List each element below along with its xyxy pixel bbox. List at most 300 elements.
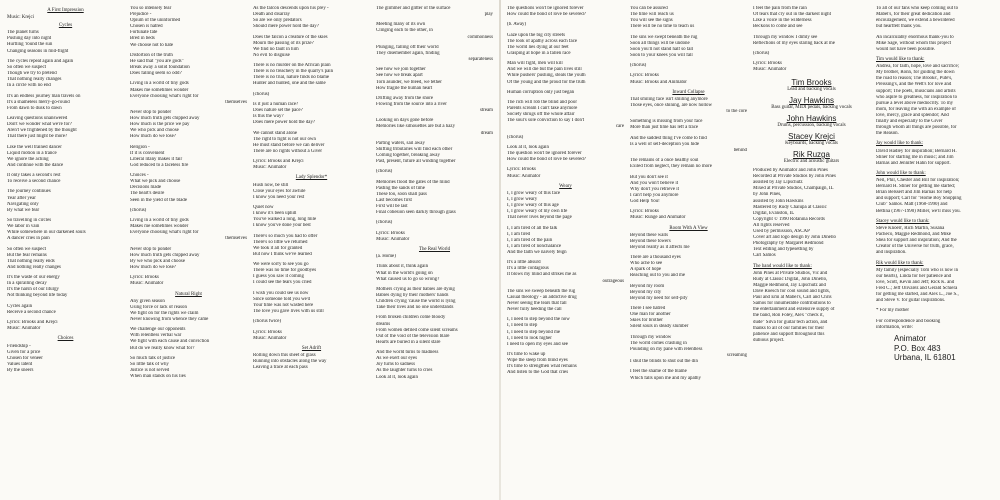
- text-line: dude" Silva for guitar tech action, and: [753, 319, 828, 325]
- text-line: Soon all things will be undone: [630, 40, 690, 46]
- text-line: Barnas and Jennifer Hahn for support.: [876, 160, 951, 166]
- text-line: And nothing really changes: [7, 264, 61, 270]
- text-line: but heartfelt thank you.: [876, 24, 922, 30]
- text-line: We ignore the aching: [7, 156, 49, 162]
- text-stanza: [376, 118, 493, 136]
- text-stanza: [7, 304, 124, 316]
- text-line: The soul's sole conviction to say I don't: [507, 118, 585, 124]
- text-line: Lyrics: Brooks and Krejci: [7, 320, 58, 326]
- text-line: It's time to wake up: [507, 352, 546, 358]
- text-line: How much truth gets chipped away: [130, 252, 200, 258]
- text-stanza: [630, 35, 747, 59]
- text-line: The look of apathy across each face: [507, 38, 578, 44]
- text-line: Parents scream I can't take anymore: [507, 106, 578, 112]
- text-line: My brother, Ronn, for guiding the down: [876, 70, 955, 76]
- text-line: From women defiled come silent screams: [376, 327, 458, 333]
- text-line: by John Pines,: [753, 192, 782, 198]
- text-stanza: [7, 344, 124, 374]
- text-line: Take their lives and no one understands: [376, 305, 454, 311]
- text-line: See how we join together: [376, 67, 426, 73]
- text-line: Final cohesion seen darkly through glass: [376, 210, 456, 216]
- text-stanza: [130, 173, 247, 203]
- text-stanza: [7, 145, 124, 169]
- text-line: Photography by Margaret Redmond: [753, 241, 824, 247]
- text-line: How could the bond of love be severed?: [507, 12, 586, 18]
- text-stanza: [7, 173, 124, 185]
- text-line: We fight on for the rights we claim: [130, 310, 199, 316]
- text-stanza: [130, 145, 247, 169]
- text-line: I shut the blinds to shut out the din: [630, 359, 698, 365]
- music-credit: Music: Krejci: [7, 15, 35, 21]
- text-column-2: [127, 6, 250, 500]
- text-line: No evil to disguise: [253, 52, 290, 58]
- text-line: If it is convenient: [130, 150, 165, 156]
- text-line: Music: Runge and Animator: [630, 215, 686, 221]
- text-stanza: [253, 183, 370, 201]
- text-line: You can be assured: [630, 6, 668, 11]
- text-line: Aren't we frightened by the thought: [7, 128, 77, 134]
- text-line: Liquid motion in a trance: [7, 150, 57, 156]
- text-stanza: [130, 299, 247, 323]
- text-line: Justice is not served: [130, 368, 170, 374]
- text-line: It only takes a second's rest: [7, 173, 61, 179]
- text-stanza: [507, 135, 624, 141]
- text-line: I wish you could see us now: [253, 290, 309, 296]
- text-line: would not have been possible.: [876, 46, 936, 52]
- text-line: I, I need to step beyond me: [507, 329, 561, 335]
- band-member-name: Rik Ruzga: [793, 149, 830, 159]
- text-line: For correspondence and booking: [876, 318, 941, 324]
- text-line: Opium of the uninformed: [130, 18, 181, 24]
- text-line: Recorded at Private Studios by John Pines: [753, 174, 836, 180]
- text-line: It's a little absurd: [507, 260, 541, 266]
- text-line: Reaching out to you and me: [630, 273, 686, 279]
- text-column-6: [627, 6, 750, 500]
- text-line: Beckons to come and see: [753, 24, 803, 30]
- text-stanza: [376, 22, 493, 40]
- text-line: Hunter and hunted, one and the same: [253, 81, 326, 87]
- text-line: Pushing day into night: [7, 36, 52, 42]
- text-line: How fragile the human heart: [376, 85, 433, 91]
- thanks-heading: Stacey would like to thank:: [876, 218, 930, 224]
- text-line: I know you've done your best: [253, 223, 311, 229]
- text-line: behind: [733, 147, 747, 153]
- text-line: A spark of hope: [630, 267, 662, 273]
- text-line: Through my window: [630, 334, 672, 340]
- text-line: Who ache to see: [630, 261, 663, 267]
- song-title: Room With A View: [669, 225, 708, 231]
- text-line: So are we only predators: [253, 18, 302, 24]
- text-line: Liberal litany makes it fair: [130, 156, 183, 162]
- text-line: Rudy at Classic Digital, John Dinello,: [753, 276, 828, 282]
- text-line: Human corruption only just began: [507, 89, 575, 95]
- text-stanza: [876, 35, 993, 53]
- text-line: With relentless verbal war: [130, 333, 182, 339]
- text-line: Distortion of the truth: [130, 52, 173, 58]
- text-line: who aspire to greatness, for inspiration to: [876, 94, 958, 100]
- thanks-heading: Rik would like to thank:: [876, 260, 924, 266]
- text-line: Think about it, think again: [376, 264, 429, 270]
- text-line: Mourn the passing of its prize?: [253, 40, 314, 46]
- band-member-role: Electric and acoustic guitars: [783, 158, 840, 164]
- text-line: the band, Ron Foley, Alex "check it,: [753, 313, 824, 319]
- text-line: Text editing and typesetting by: [753, 247, 814, 253]
- text-stanza: [876, 319, 993, 331]
- text-line: love, Scott, Kevin and Jeff; Rick K. and: [876, 279, 955, 285]
- text-line: From broken children come bloody: [376, 315, 446, 321]
- text-line: What in the world's going on: [376, 270, 433, 276]
- thanks-heading: The band would like to thank:: [753, 263, 812, 269]
- text-line: Memories like silhouettes are but a hazy: [376, 124, 456, 130]
- text-line: Steve Knoerr, Rich Martin, Susana: [876, 225, 945, 231]
- text-line: Of the young and the proud for the truth: [507, 79, 586, 85]
- text-line: As the laughter turns to cries: [376, 368, 433, 374]
- text-line: There are no rights without a Giver: [253, 148, 322, 154]
- text-line: Lyrics: Brooks: [753, 61, 782, 67]
- text-stanza: [876, 268, 993, 305]
- text-stanza: [630, 158, 747, 170]
- text-line: (chorus): [507, 134, 524, 140]
- text-line: Skies for brother: [630, 318, 663, 324]
- text-line: and inspiration.: [876, 250, 907, 256]
- text-line: (chorus twice): [253, 319, 282, 325]
- right-panel: [500, 0, 1000, 500]
- text-line: There was no time for goodbyes: [253, 268, 317, 274]
- text-line: Close your eyes for awhile: [253, 188, 306, 194]
- text-line: Beyond these towers: [630, 238, 671, 244]
- text-line: They disemember again, finding: [376, 50, 440, 56]
- thanks-heading: Tim would like to thank:: [876, 57, 925, 63]
- text-stanza: [376, 264, 493, 282]
- text-line: John Pines at Private Studios, Vic and: [753, 270, 828, 276]
- text-line: We who pick and choose: [130, 128, 179, 134]
- text-line: (chorus): [630, 63, 647, 69]
- text-line: How much do we lose?: [130, 134, 176, 140]
- text-line: All rights reserved: [753, 222, 790, 228]
- text-stanza: [253, 92, 370, 98]
- text-line: I can't help you anymore: [630, 192, 679, 198]
- text-stanza: [376, 67, 493, 91]
- text-line: dreams: [376, 321, 391, 327]
- text-line: Produced by Animator and John Pines: [753, 168, 828, 174]
- text-line: While somewhere in our darkened souls: [7, 230, 86, 236]
- text-line: (a. Home): [376, 254, 396, 260]
- text-stanza: [253, 131, 370, 155]
- text-line: care: [615, 124, 624, 130]
- text-line: Beyond reality as it affects me: [630, 244, 690, 250]
- text-line: To all of our fans who keep coming out to: [876, 6, 959, 11]
- text-line: finally and especially to the Giver: [876, 118, 943, 124]
- text-stanza: [253, 102, 370, 126]
- text-line: Is it just a human race?: [253, 101, 299, 107]
- text-line: I, I am tired of all the talk: [507, 225, 558, 231]
- text-line: Mabel's, for their great dedication and: [876, 12, 951, 18]
- text-line: Seen in the yield of the blade: [130, 197, 188, 203]
- text-line: The questions won't be ignored forever: [507, 6, 584, 11]
- text-stanza: [130, 81, 247, 105]
- song-title: Inward Collapse: [672, 89, 705, 95]
- text-line: Lyrics: Brooks: [376, 230, 405, 236]
- text-line: Lyrics: Brooks: [630, 209, 659, 215]
- text-stanza: [376, 169, 493, 175]
- text-line: Never stop to ponder: [130, 246, 172, 252]
- text-line: By what we fear: [7, 207, 40, 213]
- text-line: There will be no time to teach us: [630, 24, 695, 30]
- text-stanza: [7, 116, 124, 140]
- text-line: Why don't you retrieve it: [630, 186, 679, 192]
- text-line: We choose not to hate: [130, 42, 174, 48]
- text-line: Makes me sometimes wonder: [130, 224, 189, 230]
- text-stanza: [507, 260, 624, 284]
- text-line: Bettina (1967-1990) Miller, we'll miss you.: [876, 208, 961, 214]
- text-stanza: [507, 191, 624, 221]
- text-line: Torn asunder, we bleed, we tether: [376, 79, 442, 85]
- text-line: My family (especially Tom who is now in: [876, 267, 959, 273]
- band-member-role: Bass guitar, MIDI pedals, backing vocals: [771, 104, 852, 110]
- text-stanza: [7, 59, 124, 89]
- text-line: There's so little we returned: [253, 239, 308, 245]
- text-line: What we pick and choose: [130, 179, 181, 185]
- text-line: Changing seasons in mid-flight: [7, 48, 69, 54]
- text-stanza: [630, 136, 747, 154]
- text-stanza: [630, 63, 747, 69]
- text-line: our hearts), Linda for her patience and: [876, 273, 952, 279]
- text-line: Of tears that cry out in the darkest night: [753, 12, 831, 18]
- text-stanza: [630, 119, 747, 131]
- text-line: That nothing really changes: [7, 77, 62, 83]
- text-line: Music: Animator: [376, 236, 410, 242]
- text-line: It's a shameless merry-go-round: [7, 99, 70, 105]
- text-line: Shifting tributaries will find each other: [376, 146, 453, 152]
- text-line: As the falcon descends upon his prey -: [253, 6, 329, 11]
- text-line: A dancer cries in pain: [7, 236, 50, 242]
- text-line: God reduced to a faceless fire: [130, 162, 189, 168]
- text-line: the road to reason; The Brooks', Pute's,: [876, 76, 953, 82]
- text-line: But the fear remains: [7, 252, 47, 258]
- text-line: How much is the price we pay: [130, 122, 190, 128]
- text-line: Using force or lack of reason: [130, 304, 187, 310]
- text-line: Choices -: [130, 173, 149, 179]
- text-line: Preissing's, and the Wett's for love and: [876, 82, 952, 88]
- text-stanza: [630, 369, 747, 381]
- text-line: But do we really know what for?: [130, 345, 195, 351]
- text-line: Never stop to ponder: [130, 109, 172, 115]
- text-line: Makes me sometimes wonder: [130, 87, 189, 93]
- text-stanza: [376, 350, 493, 380]
- text-stanza: [876, 6, 993, 30]
- text-stanza: [130, 356, 247, 380]
- text-line: We cannot stand alone: [253, 130, 298, 136]
- text-line: Last becomes first: [376, 197, 412, 203]
- text-line: We took it all for granted: [253, 245, 303, 251]
- text-line: I, I grow weary of my own life: [507, 209, 568, 215]
- text-line: and support; Carl for "Home Boy Shopping: [876, 196, 962, 202]
- band-member-name: Stacey Krejci: [788, 131, 835, 141]
- text-line: Beyond my city: [630, 289, 662, 295]
- text-stanza: [7, 275, 124, 299]
- text-line: To receive a second chance: [7, 179, 61, 185]
- text-line: Exiled from neglect, they remain no more: [630, 164, 712, 170]
- text-line: the entertainment and extensive supply of: [753, 307, 835, 313]
- text-line: Andrea, for faith, hope, love and sacrifice;: [876, 64, 959, 70]
- text-stanza: [507, 289, 624, 313]
- text-line: He must stand before we can deliver: [253, 142, 325, 148]
- text-line: Never fully heeding the call: [507, 307, 562, 313]
- text-stanza: [630, 73, 747, 85]
- text-line: How much do we lose?: [130, 264, 176, 270]
- text-stanza: [253, 319, 370, 325]
- text-line: Beyond these walls: [630, 232, 669, 238]
- text-line: Mixed at Private Studios, Champaign, IL: [753, 186, 834, 192]
- text-line: Prejudice -: [130, 12, 152, 18]
- text-line: Club" Samos. Matt (1968-1990) and: [876, 202, 948, 208]
- text-line: Chosen is hatred: [130, 24, 163, 30]
- song-title: Natural Right: [175, 291, 202, 297]
- text-line: Not thinking beyond life today: [7, 293, 68, 299]
- text-line: Children crying 'cause the world is lying: [376, 299, 456, 305]
- text-line: support; The poets, musicians and artists: [876, 88, 956, 94]
- text-line: Pasting the sands of time: [376, 185, 425, 191]
- text-line: Don't we wonder what we're for?: [7, 122, 72, 128]
- text-stanza: [130, 275, 247, 287]
- text-line: Lyrics: Brooks: [130, 275, 159, 281]
- band-member-role: Keyboards, backing vocals: [785, 140, 838, 146]
- text-line: pursue a level above mediocrity. To my: [876, 100, 954, 106]
- text-line: I, I am tired of the pain: [507, 237, 553, 243]
- address-line: P.O. Box 483: [894, 343, 941, 353]
- text-line: Stiner for starting me in music; and Jim: [876, 154, 954, 160]
- text-stanza: [376, 6, 493, 18]
- text-line: Something is missing from your face: [630, 119, 703, 125]
- text-line: I know you need your rest: [253, 194, 305, 200]
- text-column-1: [4, 6, 127, 500]
- text-line: From dawn to dusk to dawn: [7, 105, 62, 111]
- text-line: You've walked a long, long mile: [253, 217, 317, 223]
- text-line: Though we try to pretend: [7, 71, 57, 77]
- text-line: What caused us to go so wrong?: [376, 276, 440, 282]
- text-line: I, I need to step beyond the now: [507, 317, 570, 323]
- text-line: Is a well of self-deception you hide: [630, 141, 699, 147]
- text-line: Creator of the Universe for truth, grace,: [876, 244, 954, 250]
- text-line: Hush now, be still: [253, 182, 289, 188]
- text-line: Samos for innumerable contributions to: [753, 301, 831, 307]
- text-line: Since someone told you we'd: [253, 296, 311, 302]
- text-line: The heart's desire: [130, 191, 165, 197]
- text-line: I feel the pain from the rain: [753, 6, 807, 11]
- text-line: to the core: [726, 109, 747, 115]
- text-stanza: [630, 306, 747, 330]
- text-line: dream: [480, 130, 493, 136]
- text-line: The right to fight is not our own: [253, 136, 316, 142]
- text-line: Death and disarray: [253, 12, 290, 18]
- text-line: Out of the void of the television blare: [376, 333, 450, 339]
- text-line: We find no fault in him: [253, 46, 299, 52]
- text-line: The planet turns: [7, 30, 39, 36]
- text-column-4: [373, 6, 496, 500]
- text-line: * For my mother: [876, 308, 910, 314]
- text-line: Plunging, falling off their world: [376, 44, 439, 50]
- text-stanza: [253, 353, 370, 371]
- text-line: Man will fight, men will kill: [507, 61, 563, 67]
- text-line: Music: Animator: [253, 335, 287, 341]
- text-line: Does nature set the pace?: [253, 108, 303, 114]
- text-line: Memories flood the gates of the mind: [376, 179, 450, 185]
- text-line: Everyone choosing what's right for: [130, 230, 199, 236]
- song-title: Lady Splendor*: [295, 175, 328, 181]
- text-line: Is this the way?: [253, 114, 284, 120]
- text-line: Mothers crying as their babies are dying: [376, 286, 455, 292]
- address-line: Urbana, IL 61801: [894, 353, 956, 363]
- text-line: Joy turns to sadness: [376, 362, 415, 368]
- text-line: Receive a second chance: [7, 309, 56, 315]
- text-stanza: [7, 189, 124, 213]
- text-line: Pounding on my pane with relentless: [630, 346, 703, 352]
- text-line: I, I need to look higher: [507, 335, 552, 341]
- text-line: Pacheco, Maggie Redmond, and Mike: [876, 232, 951, 238]
- text-line: Mastered by Rudy Chalupa at Classic: [753, 204, 827, 210]
- text-line: Lyrics: Brooks: [507, 167, 536, 173]
- song-title: Cycles: [58, 23, 73, 29]
- text-column-5: [504, 6, 627, 500]
- text-line: Quiet now: [253, 205, 274, 211]
- song-title: A First Impression: [47, 8, 84, 13]
- text-line: By the sneers: [7, 367, 34, 373]
- text-stanza: [630, 284, 747, 302]
- text-stanza: [130, 208, 247, 214]
- text-stanza: [753, 61, 870, 73]
- text-line: Cover art and logo design by John Dinello: [753, 235, 836, 241]
- text-line: Religion -: [130, 144, 150, 150]
- text-line: An incalculably enormous thank-you to: [876, 34, 954, 40]
- text-line: Does the falcon a creature of the skies: [253, 34, 328, 40]
- text-stanza: [376, 45, 493, 63]
- text-line: I, I am tired: [507, 231, 531, 237]
- text-line: encouragement, we extend a bewildered: [876, 18, 955, 24]
- text-stanza: [507, 61, 624, 85]
- text-line: Through my window I dimly see: [753, 34, 818, 40]
- text-line: That nothing really ends: [7, 258, 55, 264]
- text-line: Music: Animator: [253, 165, 287, 171]
- text-stanza: [876, 226, 993, 256]
- text-line: It's an endless journey man travels on: [7, 93, 81, 99]
- text-stanza: [376, 231, 493, 243]
- text-line: There are a thousand eyes: [630, 255, 681, 261]
- text-line: dubious project.: [753, 337, 785, 343]
- text-line: Mike Sage, without whom this project: [876, 40, 951, 46]
- text-stanza: [130, 327, 247, 351]
- text-stanza: [753, 271, 870, 344]
- text-line: Looking on days gone before: [376, 118, 434, 124]
- text-stanza: [130, 53, 247, 77]
- text-line: Flowing from the source into a river: [376, 101, 447, 107]
- text-line: More than just time has left a trace: [630, 125, 699, 131]
- text-line: And we will die but the pain lives still: [507, 67, 582, 73]
- text-line: You will see the signs: [630, 18, 673, 24]
- text-line: And you won't believe it: [630, 180, 679, 186]
- text-line: Fortunate fate: [130, 30, 158, 36]
- text-line: I, I need to step: [507, 323, 538, 329]
- text-line: Decisions made: [130, 185, 162, 191]
- text-stanza: [630, 255, 747, 279]
- text-line: Lyrics: Brooks: [630, 73, 659, 79]
- text-line: Music: Animator: [753, 67, 787, 73]
- text-line: information, write:: [876, 324, 913, 330]
- text-line: And the world turns to madness: [376, 350, 439, 356]
- text-line: Paul and Emi at Mabel's, Carl and Chris: [753, 295, 832, 301]
- mailing-address: [876, 335, 993, 363]
- text-stanza: [253, 262, 370, 286]
- text-line: Look at it, look again: [507, 145, 549, 150]
